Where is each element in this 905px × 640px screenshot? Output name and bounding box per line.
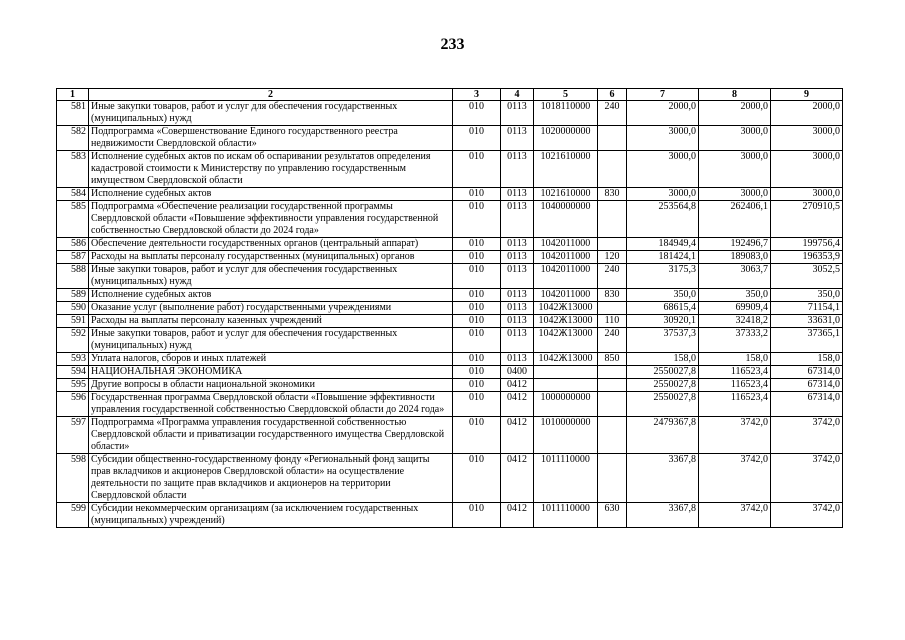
value-year-3: 3000,0 — [771, 126, 843, 151]
code-target: 1042Ж13000 — [534, 302, 598, 315]
row-name: Уплата налогов, сборов и иных платежей — [89, 353, 453, 366]
value-year-1: 2000,0 — [627, 101, 699, 126]
code-target: 1042011000 — [534, 251, 598, 264]
table-row — [57, 353, 843, 366]
code-expense-type — [598, 126, 627, 151]
value-year-3: 2000,0 — [771, 101, 843, 126]
value-year-3: 3000,0 — [771, 151, 843, 188]
code-target: 1042Ж13000 — [534, 328, 598, 353]
column-header: 9 — [771, 89, 843, 101]
code-section: 0113 — [501, 201, 534, 238]
column-header: 1 — [57, 89, 89, 101]
code-target: 1042011000 — [534, 264, 598, 289]
code-section: 0412 — [501, 503, 534, 528]
value-year-2: 116523,4 — [699, 392, 771, 417]
value-year-1: 350,0 — [627, 289, 699, 302]
row-name: Иные закупки товаров, работ и услуг для обеспечения государственных (муниципальных) нужд — [89, 328, 453, 353]
value-year-2: 3742,0 — [699, 417, 771, 454]
code-section: 0113 — [501, 315, 534, 328]
column-header: 8 — [699, 89, 771, 101]
value-year-1: 2550027,8 — [627, 366, 699, 379]
code-target: 1018110000 — [534, 101, 598, 126]
value-year-3: 270910,5 — [771, 201, 843, 238]
code-ministry: 010 — [453, 366, 501, 379]
row-name: Обеспечение деятельности государственных органов (центральный аппарат) — [89, 238, 453, 251]
table-row — [57, 454, 843, 503]
value-year-3: 196353,9 — [771, 251, 843, 264]
code-expense-type: 120 — [598, 251, 627, 264]
row-name: Подпрограмма «Обеспечение реализации государственной программы Свердловской области «Повышение эффективности управления государственной собственностью Свердловской области до 2024 года» — [89, 201, 453, 238]
row-number: 596 — [57, 392, 89, 417]
value-year-3: 71154,1 — [771, 302, 843, 315]
row-number: 583 — [57, 151, 89, 188]
table-row — [57, 238, 843, 251]
code-expense-type: 110 — [598, 315, 627, 328]
column-header: 7 — [627, 89, 699, 101]
row-number: 584 — [57, 188, 89, 201]
page-number: 233 — [440, 36, 465, 53]
value-year-3: 3742,0 — [771, 503, 843, 528]
row-number: 582 — [57, 126, 89, 151]
row-number: 598 — [57, 454, 89, 503]
code-target: 1040000000 — [534, 201, 598, 238]
code-target — [534, 379, 598, 392]
code-section: 0400 — [501, 366, 534, 379]
row-number: 590 — [57, 302, 89, 315]
code-section: 0113 — [501, 238, 534, 251]
code-expense-type: 830 — [598, 188, 627, 201]
code-target: 1021610000 — [534, 188, 598, 201]
value-year-1: 3175,3 — [627, 264, 699, 289]
row-name: Иные закупки товаров, работ и услуг для обеспечения государственных (муниципальных) нужд — [89, 101, 453, 126]
value-year-2: 2000,0 — [699, 101, 771, 126]
code-expense-type — [598, 454, 627, 503]
code-expense-type — [598, 392, 627, 417]
value-year-3: 67314,0 — [771, 379, 843, 392]
table-row — [57, 503, 843, 528]
code-section: 0113 — [501, 302, 534, 315]
code-ministry: 010 — [453, 503, 501, 528]
column-header: 5 — [534, 89, 598, 101]
code-ministry: 010 — [453, 392, 501, 417]
column-header: 6 — [598, 89, 627, 101]
value-year-1: 3000,0 — [627, 126, 699, 151]
table-row — [57, 379, 843, 392]
value-year-1: 253564,8 — [627, 201, 699, 238]
code-target: 1011110000 — [534, 454, 598, 503]
code-ministry: 010 — [453, 454, 501, 503]
value-year-3: 67314,0 — [771, 392, 843, 417]
table-body — [57, 101, 843, 528]
table-row — [57, 392, 843, 417]
table-row — [57, 366, 843, 379]
value-year-2: 262406,1 — [699, 201, 771, 238]
code-expense-type: 240 — [598, 264, 627, 289]
value-year-1: 3000,0 — [627, 188, 699, 201]
value-year-1: 184949,4 — [627, 238, 699, 251]
value-year-3: 350,0 — [771, 289, 843, 302]
table-row — [57, 251, 843, 264]
code-target: 1042Ж13000 — [534, 315, 598, 328]
code-section: 0113 — [501, 188, 534, 201]
table-row — [57, 151, 843, 188]
code-expense-type — [598, 201, 627, 238]
code-section: 0412 — [501, 417, 534, 454]
code-target: 1010000000 — [534, 417, 598, 454]
row-name: Расходы на выплаты персоналу казенных учреждений — [89, 315, 453, 328]
row-name: Оказание услуг (выполнение работ) государственными учреждениями — [89, 302, 453, 315]
code-section: 0113 — [501, 151, 534, 188]
value-year-1: 68615,4 — [627, 302, 699, 315]
code-ministry: 010 — [453, 315, 501, 328]
code-target — [534, 366, 598, 379]
code-target: 1042Ж13000 — [534, 353, 598, 366]
code-section: 0412 — [501, 392, 534, 417]
value-year-2: 3742,0 — [699, 454, 771, 503]
row-name: Подпрограмма «Совершенствование Единого государственного реестра недвижимости Свердловской области» — [89, 126, 453, 151]
column-header: 4 — [501, 89, 534, 101]
value-year-1: 37537,3 — [627, 328, 699, 353]
value-year-2: 350,0 — [699, 289, 771, 302]
value-year-3: 3742,0 — [771, 417, 843, 454]
row-name: Подпрограмма «Программа управления государственной собственностью Свердловской области и приватизации государственного имущества Свердловской области» — [89, 417, 453, 454]
value-year-3: 3052,5 — [771, 264, 843, 289]
code-ministry: 010 — [453, 379, 501, 392]
value-year-2: 116523,4 — [699, 366, 771, 379]
budget-table — [56, 88, 843, 528]
row-number: 593 — [57, 353, 89, 366]
value-year-1: 2550027,8 — [627, 379, 699, 392]
code-target: 1000000000 — [534, 392, 598, 417]
table-row — [57, 315, 843, 328]
table-row — [57, 289, 843, 302]
value-year-1: 30920,1 — [627, 315, 699, 328]
table-row — [57, 126, 843, 151]
code-target: 1011110000 — [534, 503, 598, 528]
row-number: 597 — [57, 417, 89, 454]
row-name: Исполнение судебных актов по искам об оспаривании результатов определения кадастровой стоимости к Министерству по управлению государственным имуществом Свердловской области — [89, 151, 453, 188]
code-expense-type — [598, 151, 627, 188]
code-ministry: 010 — [453, 188, 501, 201]
value-year-2: 189083,0 — [699, 251, 771, 264]
value-year-2: 3000,0 — [699, 126, 771, 151]
code-expense-type — [598, 302, 627, 315]
value-year-3: 37365,1 — [771, 328, 843, 353]
row-number: 588 — [57, 264, 89, 289]
value-year-3: 33631,0 — [771, 315, 843, 328]
code-section: 0412 — [501, 379, 534, 392]
code-expense-type — [598, 366, 627, 379]
value-year-3: 3742,0 — [771, 454, 843, 503]
code-expense-type: 630 — [598, 503, 627, 528]
row-number: 589 — [57, 289, 89, 302]
code-ministry: 010 — [453, 201, 501, 238]
row-name: Субсидии общественно-государственному фонду «Региональный фонд защиты прав вкладчиков и акционеров Свердловской области» на осуществление деятельности по защите прав вкладчиков и акционеров на территории Свердловской области — [89, 454, 453, 503]
code-target: 1042011000 — [534, 238, 598, 251]
code-target: 1020000000 — [534, 126, 598, 151]
value-year-2: 116523,4 — [699, 379, 771, 392]
row-number: 587 — [57, 251, 89, 264]
value-year-2: 3742,0 — [699, 503, 771, 528]
value-year-2: 3000,0 — [699, 151, 771, 188]
row-number: 599 — [57, 503, 89, 528]
code-ministry: 010 — [453, 328, 501, 353]
code-expense-type — [598, 417, 627, 454]
value-year-2: 158,0 — [699, 353, 771, 366]
row-number: 594 — [57, 366, 89, 379]
code-target: 1021610000 — [534, 151, 598, 188]
value-year-3: 158,0 — [771, 353, 843, 366]
code-section: 0113 — [501, 264, 534, 289]
code-ministry: 010 — [453, 126, 501, 151]
table-row — [57, 302, 843, 315]
code-expense-type — [598, 379, 627, 392]
table-row — [57, 101, 843, 126]
code-ministry: 010 — [453, 151, 501, 188]
value-year-1: 3367,8 — [627, 454, 699, 503]
value-year-2: 3000,0 — [699, 188, 771, 201]
value-year-2: 32418,2 — [699, 315, 771, 328]
table-row — [57, 417, 843, 454]
code-expense-type: 830 — [598, 289, 627, 302]
code-ministry: 010 — [453, 238, 501, 251]
row-number: 586 — [57, 238, 89, 251]
header-row — [57, 89, 843, 101]
code-expense-type — [598, 238, 627, 251]
code-section: 0113 — [501, 289, 534, 302]
code-ministry: 010 — [453, 302, 501, 315]
value-year-2: 69909,4 — [699, 302, 771, 315]
value-year-3: 199756,4 — [771, 238, 843, 251]
value-year-3: 3000,0 — [771, 188, 843, 201]
value-year-2: 3063,7 — [699, 264, 771, 289]
value-year-2: 192496,7 — [699, 238, 771, 251]
code-section: 0412 — [501, 454, 534, 503]
value-year-1: 3000,0 — [627, 151, 699, 188]
value-year-1: 2479367,8 — [627, 417, 699, 454]
table-row — [57, 264, 843, 289]
code-ministry: 010 — [453, 417, 501, 454]
row-number: 591 — [57, 315, 89, 328]
row-number: 595 — [57, 379, 89, 392]
value-year-1: 3367,8 — [627, 503, 699, 528]
value-year-1: 158,0 — [627, 353, 699, 366]
value-year-1: 181424,1 — [627, 251, 699, 264]
table-row — [57, 328, 843, 353]
row-name: Государственная программа Свердловской области «Повышение эффективности управления государственной собственностью Свердловской области до 2024 года» — [89, 392, 453, 417]
column-header: 3 — [453, 89, 501, 101]
row-number: 592 — [57, 328, 89, 353]
value-year-2: 37333,2 — [699, 328, 771, 353]
code-section: 0113 — [501, 251, 534, 264]
code-expense-type: 240 — [598, 101, 627, 126]
row-name: Исполнение судебных актов — [89, 188, 453, 201]
code-section: 0113 — [501, 328, 534, 353]
row-name: Другие вопросы в области национальной экономики — [89, 379, 453, 392]
code-section: 0113 — [501, 353, 534, 366]
code-ministry: 010 — [453, 264, 501, 289]
code-section: 0113 — [501, 126, 534, 151]
code-expense-type: 240 — [598, 328, 627, 353]
row-name: Субсидии некоммерческим организациям (за исключением государственных (муниципальных) учреждений) — [89, 503, 453, 528]
row-name: Исполнение судебных актов — [89, 289, 453, 302]
code-expense-type: 850 — [598, 353, 627, 366]
row-number: 581 — [57, 101, 89, 126]
row-name: Иные закупки товаров, работ и услуг для обеспечения государственных (муниципальных) нужд — [89, 264, 453, 289]
value-year-1: 2550027,8 — [627, 392, 699, 417]
code-section: 0113 — [501, 101, 534, 126]
code-ministry: 010 — [453, 101, 501, 126]
code-ministry: 010 — [453, 289, 501, 302]
code-target: 1042011000 — [534, 289, 598, 302]
column-header: 2 — [89, 89, 453, 101]
code-ministry: 010 — [453, 353, 501, 366]
table-row — [57, 201, 843, 238]
value-year-3: 67314,0 — [771, 366, 843, 379]
row-name: Расходы на выплаты персоналу государственных (муниципальных) органов — [89, 251, 453, 264]
row-number: 585 — [57, 201, 89, 238]
table-row — [57, 188, 843, 201]
row-name: НАЦИОНАЛЬНАЯ ЭКОНОМИКА — [89, 366, 453, 379]
code-ministry: 010 — [453, 251, 501, 264]
